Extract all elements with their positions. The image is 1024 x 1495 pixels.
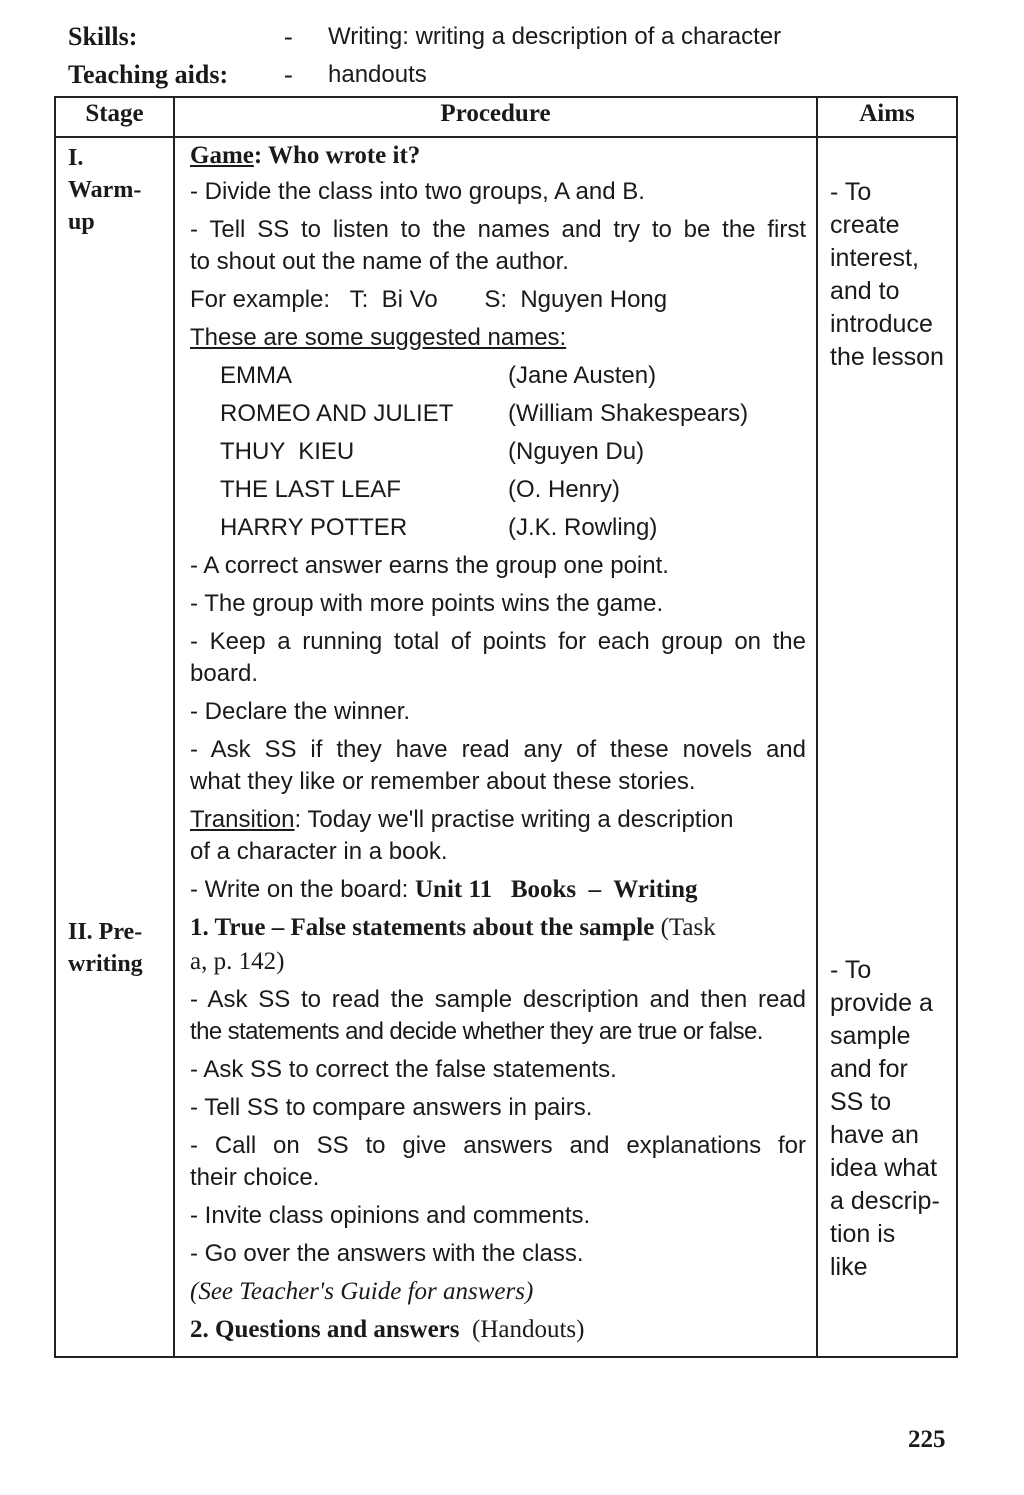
lesson-table (54, 96, 958, 1358)
aims-line: create (830, 211, 900, 239)
transition-line (190, 804, 806, 836)
book-title: THE LAST LEAF (220, 476, 401, 503)
stage-prewriting-line1: II. Pre- (68, 919, 143, 945)
procedure-line: - A correct answer earns the group one point. (190, 552, 669, 579)
skills-row (68, 22, 868, 56)
aims-line: sample (830, 1022, 911, 1050)
stage-header: Stage (85, 100, 144, 127)
skills-label: Skills: (68, 22, 138, 51)
procedure-header: Procedure (440, 100, 551, 127)
procedure-line: - Tell SS to listen to the names and try to be the first (190, 216, 806, 243)
aims-line: introduce (830, 310, 933, 338)
aims-warmup (830, 176, 958, 374)
book-author: (Jane Austen) (508, 362, 657, 389)
task2-heading (190, 1314, 806, 1346)
skills-value: Writing: writing a description of a character (328, 23, 782, 50)
book-author: (William Shakespears) (508, 400, 749, 427)
procedure-line: board. (190, 660, 259, 687)
task2-bold: 2. Questions and answers (190, 1316, 460, 1343)
suggested-names-heading: These are some suggested names: (190, 324, 567, 351)
page-number: 225 (908, 1426, 946, 1453)
example-line: For example: T: Bi Vo S: Nguyen Hong (190, 286, 668, 313)
aims-line: provide a (830, 989, 933, 1017)
stage-warmup-number: I. (68, 145, 84, 171)
procedure-line: - Go over the answers with the class. (190, 1240, 584, 1267)
header-divider (56, 136, 956, 138)
aims-header: Aims (859, 100, 915, 127)
stage-warmup-line2: up (68, 209, 95, 235)
procedure-line: - Ask SS to correct the false statements. (190, 1056, 617, 1083)
write-bold: Unit 11 Books – Writing (415, 876, 698, 903)
aims-line: and for (830, 1055, 908, 1083)
procedure-line: what they like or remember about these stories. (190, 768, 696, 795)
teaching-aids-row (68, 60, 868, 94)
procedure-line: - Tell SS to compare answers in pairs. (190, 1094, 593, 1121)
procedure-line: a, p. 142) (190, 948, 285, 975)
procedure-line: - Call on SS to give answers and explanations for (190, 1132, 806, 1159)
book-title: THUY KIEU (220, 438, 355, 465)
procedure-line: to shout out the name of the author. (190, 248, 569, 275)
task1-heading (190, 912, 806, 944)
teaching-aids-label: Teaching aids: (68, 60, 229, 89)
procedure-line: of a character in a book. (190, 838, 448, 865)
procedure-line: their choice. (190, 1164, 320, 1191)
procedure-line: - Ask SS to read the sample description and then read (190, 986, 806, 1013)
teachers-guide-note: (See Teacher's Guide for answers) (190, 1278, 534, 1305)
game-heading (190, 140, 806, 172)
write-on-board-line (190, 874, 806, 906)
aims-line: tion is (830, 1220, 896, 1248)
procedure-line: - The group with more points wins the game. (190, 590, 664, 617)
game-title: : Who wrote it? (253, 142, 421, 169)
aims-line: have an (830, 1121, 919, 1149)
column-divider (173, 98, 175, 1356)
aims-prewriting (830, 954, 958, 1284)
aims-line: - To (830, 956, 872, 984)
procedure-line: - Keep a running total of points for each group on the (190, 628, 806, 655)
task2-rest: (Handouts) (459, 1316, 585, 1343)
book-title: EMMA (220, 362, 292, 389)
aims-line: like (830, 1253, 868, 1281)
procedure-line: - Ask SS if they have read any of these novels and (190, 736, 806, 763)
procedure-line: - Declare the winner. (190, 698, 411, 725)
book-title: ROMEO AND JULIET (220, 400, 454, 427)
book-author: (J.K. Rowling) (508, 514, 658, 541)
aims-line: idea what (830, 1154, 938, 1182)
aims-line: and to (830, 277, 900, 305)
procedure-line: - Invite class opinions and comments. (190, 1202, 591, 1229)
stage-warmup (68, 142, 141, 238)
column-divider (816, 98, 818, 1356)
stage-prewriting-line2: writing (68, 951, 143, 977)
aims-line: interest, (830, 244, 919, 272)
aims-line: the lesson (830, 343, 944, 371)
teaching-aids-dash: - (284, 60, 293, 89)
transition-text: : Today we'll practise writing a description (294, 806, 734, 833)
book-title: HARRY POTTER (220, 514, 408, 541)
teaching-aids-value: handouts (328, 61, 427, 88)
transition-label: Transition (190, 806, 295, 833)
task1-rest: (Task (654, 914, 716, 941)
book-author: (Nguyen Du) (508, 438, 645, 465)
aims-line: SS to (830, 1088, 892, 1116)
procedure-line: - Divide the class into two groups, A and B. (190, 178, 645, 205)
aims-line: a descrip- (830, 1187, 940, 1215)
skills-dash: - (284, 22, 293, 51)
aims-line: - To (830, 178, 872, 206)
stage-prewriting (68, 916, 143, 980)
book-author: (O. Henry) (508, 476, 621, 503)
task1-bold: 1. True – False statements about the sample (190, 914, 655, 941)
write-prefix: - Write on the board: (190, 876, 415, 903)
procedure-line: the statements and decide whether they are true or false. (190, 1018, 763, 1045)
stage-warmup-line1: Warm- (68, 177, 142, 203)
game-label: Game (190, 142, 254, 169)
